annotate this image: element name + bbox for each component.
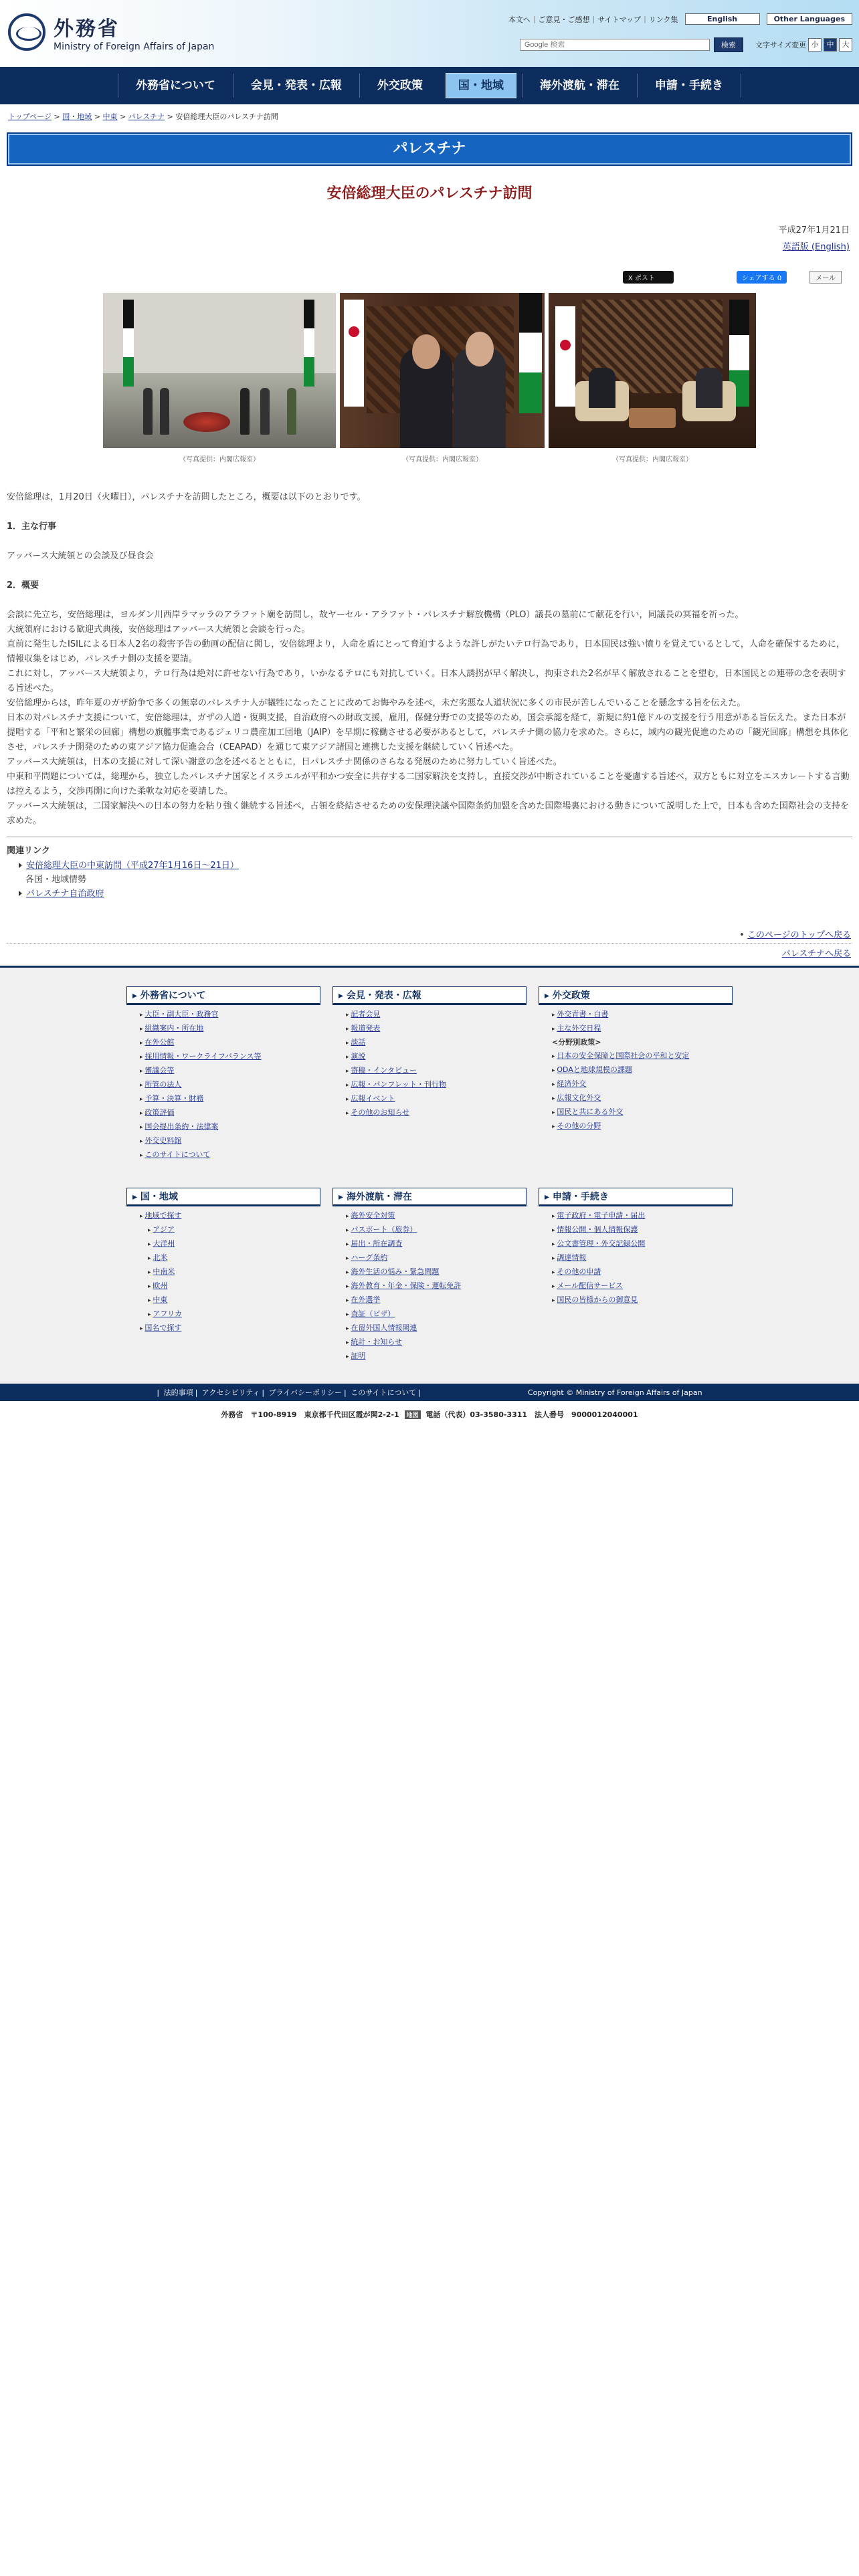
sitemap-link[interactable]: 電子政府・電子申請・届出 xyxy=(557,1211,646,1220)
sitemap-link[interactable]: その他のお知らせ xyxy=(351,1108,410,1117)
sitemap-link[interactable]: 寄稿・インタビュー xyxy=(351,1066,417,1075)
util-link-links[interactable]: リンク集 xyxy=(648,15,678,24)
region-title: パレスチナ xyxy=(7,132,852,166)
breadcrumb: トップページ > 国・地域 > 中東 > パレスチナ > 安倍総理大臣のパレスチナ訪問 xyxy=(8,112,278,121)
site-header xyxy=(0,0,859,67)
sitemap-heading[interactable]: ▸ 国・地域 xyxy=(126,1188,320,1206)
sitemap-link[interactable]: 公文書管理・外交記録公開 xyxy=(557,1239,646,1248)
mail-button[interactable]: メール xyxy=(809,271,842,284)
sitemap-link[interactable]: 中南米 xyxy=(153,1267,175,1276)
font-size-label: 文字サイズ変更 xyxy=(755,41,806,49)
page-title: 安倍総理大臣のパレスチナ訪問 xyxy=(326,185,533,202)
sitemap-link[interactable]: このサイトについて xyxy=(145,1150,211,1159)
address-text: 外務省 〒100-8919 東京都千代田区霞が関2-2-1 xyxy=(221,1410,399,1419)
sitemap-link[interactable]: 在外公館 xyxy=(145,1038,175,1047)
intro-text: 安倍総理は，1月20日（火曜日），パレスチナを訪問したところ，概要は以下のとおりです。 xyxy=(7,492,366,502)
sitemap-link[interactable]: 在外選挙 xyxy=(351,1295,381,1304)
sitemap-link[interactable]: 政策評価 xyxy=(145,1108,175,1117)
nav-policy[interactable]: 外交政策 xyxy=(359,74,440,98)
footer-link-legal[interactable]: 法的事項 xyxy=(163,1388,193,1397)
mofa-emblem-icon xyxy=(8,13,45,51)
sitemap-link[interactable]: 記者会見 xyxy=(351,1010,381,1018)
photo-caption: （写真提供：内閣広報室） xyxy=(612,456,692,463)
sitemap-link[interactable]: 広報文化外交 xyxy=(557,1093,601,1102)
related-subheading: 各国・地域情勢 xyxy=(25,875,87,885)
sitemap-link[interactable]: 海外生活の悩み・緊急問題 xyxy=(351,1267,440,1276)
footer-link-about-site[interactable]: このサイトについて xyxy=(351,1388,417,1397)
related-links-title: 関連リンク xyxy=(7,846,50,856)
facebook-share-button[interactable]: シェアする 0 xyxy=(737,271,787,284)
sitemap-link[interactable]: 届出・所在調査 xyxy=(351,1239,403,1248)
sitemap-link[interactable]: ハーグ条約 xyxy=(351,1253,388,1262)
util-link-sitemap[interactable]: サイトマップ xyxy=(597,15,642,24)
paragraph: 大統領府における歓迎式典後，安倍総理はアッバース大統領と会談を行った。 xyxy=(7,625,310,635)
sitemap-link[interactable]: パスポート（旅券） xyxy=(351,1225,417,1234)
triangle-bullet-icon xyxy=(19,891,22,896)
tweet-button[interactable]: X ポスト xyxy=(623,271,674,284)
english-button[interactable]: English xyxy=(685,13,760,25)
footer-link-accessibility[interactable]: アクセシビリティ xyxy=(201,1388,260,1397)
photo-gallery xyxy=(0,293,859,463)
photo-caption: （写真提供：内閣広報室） xyxy=(179,456,260,463)
back-to-region-link[interactable]: パレスチナへ戻る xyxy=(781,949,851,959)
paragraph: 直前に発生したISILによる日本人2名の殺害予告の動画の配信に関し，安倍総理より，人命を盾にとって脅迫するような許しがたいテロ行為であり，日本国民は強い憤りを覚えているとして，人命を確保するために，情報収集をはじめ，パレスチナ側の支援を要請。 xyxy=(7,639,845,664)
search-input[interactable] xyxy=(520,39,710,51)
section-heading: 2．概要 xyxy=(7,580,39,591)
nav-regions[interactable]: 国・地域 xyxy=(446,73,516,98)
sitemap-link[interactable]: アフリカ xyxy=(153,1309,182,1318)
sitemap-link[interactable]: アジア xyxy=(153,1225,175,1234)
sitemap-link[interactable]: 国名で探す xyxy=(145,1323,182,1332)
other-languages-button[interactable]: Other Languages xyxy=(767,13,852,25)
sitemap-link[interactable]: 調達情報 xyxy=(557,1253,587,1262)
breadcrumb-palestine[interactable]: パレスチナ xyxy=(128,112,165,121)
breadcrumb-current: 安倍総理大臣のパレスチナ訪問 xyxy=(175,112,278,121)
sitemap-link[interactable]: 地域で探す xyxy=(145,1211,182,1220)
sitemap-travel xyxy=(332,1188,527,1364)
phone-text: 電話（代表）03-3580-3311 法人番号 9000012040001 xyxy=(425,1410,638,1419)
sitemap-policy xyxy=(539,986,733,1162)
map-icon[interactable]: 地図 xyxy=(405,1410,421,1419)
sitemap-link[interactable]: その他の分野 xyxy=(557,1121,601,1130)
sitemap-link[interactable]: メール配信サービス xyxy=(557,1281,624,1290)
breadcrumb-top[interactable]: トップページ xyxy=(8,112,52,121)
paragraph: 日本の対パレスチナ支援について，安倍総理は，ガザの人道・復興支援，自治政府への財政支援，雇用，保健分野での支援等のため，国会承認を経て，新規に約1億ドルの支援を行う用意がある旨伝えた。また日本が提唱する「平和と繁栄の回廊」構想の旗艦事業であるジェリコ農産加工団地（JAIP）を早期に稼働させる必要があるとして，パレスチナ側の協力を求めた。さらに，域内の観光促進のための「観光回廊」構想を具体化させ，パレスチナ開発のための東アジア協力促進会合（CEAPAD）を通じて東アジア諸国と連携した支援を継続していく旨述べた。 xyxy=(7,713,848,752)
sitemap-press xyxy=(332,986,527,1162)
logo-title-jp: 外務省 xyxy=(54,17,120,41)
nav-press[interactable]: 会見・発表・広報 xyxy=(233,74,359,98)
breadcrumb-middle-east[interactable]: 中東 xyxy=(102,112,118,121)
triangle-bullet-icon xyxy=(19,863,22,868)
nav-about[interactable]: 外務省について xyxy=(118,74,233,98)
sitemap-link[interactable]: 報道発表 xyxy=(351,1024,381,1033)
photo-caption: （写真提供：内閣広報室） xyxy=(402,456,482,463)
sitemap-heading[interactable]: ▸ 海外渡航・滞在 xyxy=(332,1188,527,1206)
sitemap-link[interactable]: 談話 xyxy=(351,1038,366,1047)
sitemap-link[interactable]: 大洋州 xyxy=(153,1239,175,1248)
related-links xyxy=(19,859,852,901)
paragraph: 会談に先立ち，安倍総理は，ヨルダン川西岸ラマッラのアラファト廟を訪問し，故ヤーセル・アラファト・パレスチナ解放機構（PLO）議長の墓前にて献花を行い，同議長の冥福を祈った。 xyxy=(7,610,744,620)
english-version-link[interactable]: 英語版 (English) xyxy=(782,242,850,252)
footer-sitemap xyxy=(0,966,859,1384)
back-to-top-link[interactable]: このページのトップへ戻る xyxy=(747,930,851,940)
sitemap-link[interactable]: 日本の安全保障と国際社会の平和と安定 xyxy=(557,1051,690,1060)
sitemap-link[interactable]: 所管の法人 xyxy=(145,1080,182,1089)
sitemap-link[interactable]: 国民の皆様からの御意見 xyxy=(557,1295,638,1304)
global-nav xyxy=(0,67,859,104)
sitemap-link[interactable]: 統計・お知らせ xyxy=(351,1337,403,1346)
footer-address xyxy=(0,1401,859,1428)
photo-handshake xyxy=(340,293,545,448)
paragraph: これに対し，アッバース大統領より，テロ行為は絶対に許せない行為であり，いかなるテロにも対抗していく。日本人誘拐が早く解決し，拘束された2名が早く解放されることを望む，日本国民との連帯の念を表明する旨述べた。 xyxy=(7,669,846,693)
sitemap-heading[interactable]: ▸ 外務省について xyxy=(126,986,320,1005)
sitemap-link[interactable]: 海外教育・年金・保険・運転免許 xyxy=(351,1281,462,1290)
sitemap-link[interactable]: 広報イベント xyxy=(351,1094,395,1103)
sitemap-link[interactable]: 外交青書・白書 xyxy=(557,1010,609,1018)
font-medium-button[interactable]: 中 xyxy=(824,38,837,51)
sitemap-link[interactable]: 演説 xyxy=(351,1052,366,1061)
sitemap-link[interactable]: 中東 xyxy=(153,1295,168,1304)
sitemap-heading[interactable]: ▸ 申請・手続き xyxy=(539,1188,733,1206)
nav-procedures[interactable]: 申請・手続き xyxy=(637,74,741,98)
search-button[interactable]: 検索 xyxy=(714,37,743,52)
sitemap-link[interactable]: 欧州 xyxy=(153,1281,168,1290)
sitemap-heading[interactable]: ▸ 会見・発表・広報 xyxy=(332,986,527,1005)
sitemap-link[interactable]: 証明 xyxy=(351,1352,366,1360)
util-link-feedback[interactable]: ご意見・ご感想 xyxy=(538,15,590,24)
paragraph: 中東和平問題については，総理から，独立したパレスチナ国家とイスラエルが平和かつ安全に共存する二国家解決を支持し，直接交渉が中断されていることを憂慮する旨述べ，双方ともに対立をエスカレートする言動は控えるよう，交渉再開に向けた柔軟な対応を要請した。 xyxy=(7,772,850,796)
sitemap-link[interactable]: 海外安全対策 xyxy=(351,1211,395,1220)
sitemap-link[interactable]: 審議会等 xyxy=(145,1066,175,1075)
font-small-button[interactable]: 小 xyxy=(808,38,822,51)
sitemap-heading[interactable]: ▸ 外交政策 xyxy=(539,986,733,1005)
sitemap-link[interactable]: 国会提出条約・法律案 xyxy=(145,1122,219,1131)
paragraph: アッバース大統領は，二国家解決への日本の努力を粘り強く継続する旨述べ，占領を終結させるための安保理決議や国際条約加盟を含めた国際場裏における動きについて説明した上で，日本も含めた国際社会の支持を求めた。 xyxy=(7,801,849,826)
sitemap-procedures xyxy=(539,1188,733,1364)
sitemap-link[interactable]: 採用情報・ワークライフバランス等 xyxy=(145,1052,262,1061)
sitemap-link[interactable]: 査証（ビザ） xyxy=(351,1309,395,1318)
footer-link-privacy[interactable]: プライバシーポリシー xyxy=(268,1388,343,1397)
photo-arafat-mausoleum xyxy=(103,293,336,448)
sitemap-link[interactable]: 広報・パンフレット・刊行物 xyxy=(351,1080,446,1089)
sitemap-subheading: <分野別政策> xyxy=(552,1038,601,1047)
publish-date: 平成27年1月21日 xyxy=(778,225,850,235)
related-link-palestinian-authority[interactable]: パレスチナ自治政府 xyxy=(26,889,104,899)
photo-meeting xyxy=(549,293,756,448)
utility-links: 本文へ | ご意見・ご感想 | サイトマップ | リンク集 English Other Languages xyxy=(508,13,852,25)
footer-bar: | 法的事項 | アクセシビリティ | プライバシーポリシー | このサイトについて | Copyright © Ministry of Foreign Affairs of Japan xyxy=(0,1384,859,1401)
util-link-skip[interactable]: 本文へ xyxy=(508,15,531,24)
related-link-middle-east-visit[interactable]: 安倍総理大臣の中東訪問（平成27年1月16日～21日） xyxy=(26,861,239,871)
search-bar xyxy=(520,37,852,52)
copyright: Copyright © Ministry of Foreign Affairs of Japan xyxy=(527,1388,702,1397)
font-large-button[interactable]: 大 xyxy=(839,38,852,51)
mofa-logo[interactable] xyxy=(8,12,214,52)
sitemap-link[interactable]: 国民と共にある外交 xyxy=(557,1107,624,1116)
nav-travel[interactable]: 海外渡航・滞在 xyxy=(522,74,637,98)
sitemap-link[interactable]: 在留外国人情報関連 xyxy=(351,1323,417,1332)
sitemap-link[interactable]: その他の申請 xyxy=(557,1267,601,1276)
article-body xyxy=(0,490,859,901)
sitemap-about xyxy=(126,986,320,1162)
social-buttons xyxy=(0,271,859,284)
sitemap-link[interactable]: 予算・決算・財務 xyxy=(145,1094,204,1103)
logo-title-en: Ministry of Foreign Affairs of Japan xyxy=(54,41,215,52)
sitemap-regions xyxy=(126,1188,320,1364)
sitemap-link[interactable]: 情報公開・個人情報保護 xyxy=(557,1225,638,1234)
sitemap-link[interactable]: 主な外交日程 xyxy=(557,1024,601,1033)
breadcrumb-regions[interactable]: 国・地域 xyxy=(62,112,92,121)
section-text: アッバース大統領との会談及び昼食会 xyxy=(7,551,154,561)
sitemap-link[interactable]: 組織案内・所在地 xyxy=(145,1024,204,1033)
sitemap-link[interactable]: 外交史料館 xyxy=(145,1136,182,1145)
section-heading: 1．主な行事 xyxy=(7,522,57,532)
sitemap-link[interactable]: 北米 xyxy=(153,1253,168,1262)
sitemap-link[interactable]: 経済外交 xyxy=(557,1079,587,1088)
paragraph: アッバース大統領は，日本の支援に対して深い謝意の念を述べるとともに，日パレスチナ関係のさらなる発展のために努力していく旨述べた。 xyxy=(7,757,562,767)
paragraph: 安倍総理からは，昨年夏のガザ紛争で多くの無辜のパレスチナ人が犠牲になったことに改めてお悔やみを述べ，未だ劣悪な人道状況に多くの市民が苦しんでいることを懸念する旨を伝えた。 xyxy=(7,698,746,708)
sitemap-link[interactable]: ODAと地球規模の課題 xyxy=(557,1065,632,1074)
sitemap-link[interactable]: 大臣・副大臣・政務官 xyxy=(145,1010,219,1018)
